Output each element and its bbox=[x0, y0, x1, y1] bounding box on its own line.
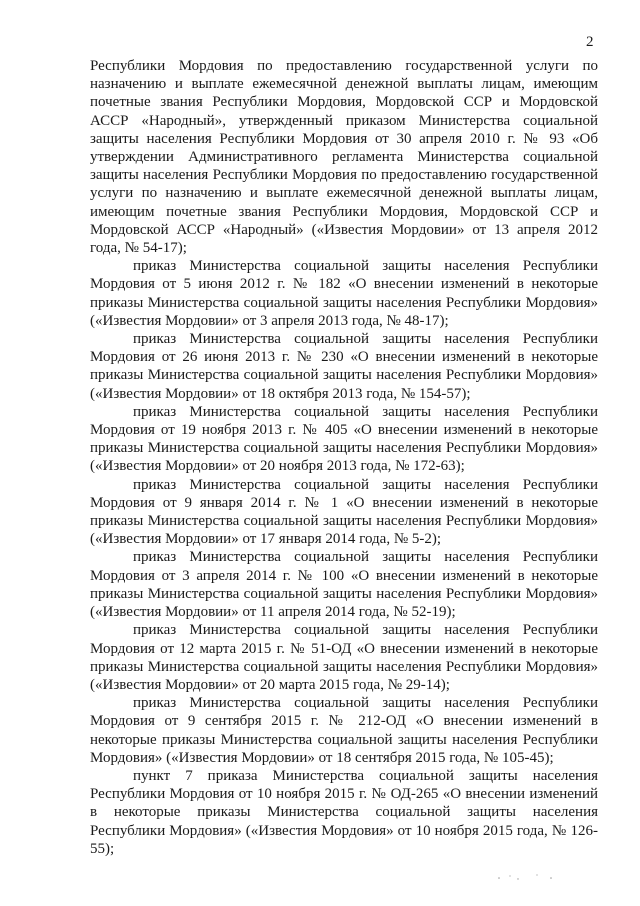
paragraph-2: приказ Министерства социальной защиты населения Республики Мордовия от 5 июня 2012 г. № 182 «О внесении изменений в некоторые приказы Министерства социальной защиты населения Республики Мордовия» («Известия Мордовии» от 3 апреля 2013 года, № 48-17); bbox=[90, 258, 598, 329]
paragraph-7: приказ Министерства социальной защиты населения Республики Мордовия от 12 марта 2015 г. № 51-ОД «О внесении изменений в некоторые приказы Министерства социальной защиты населения Республики Мордовия» («Известия Мордовии» от 20 марта 2015 года, № 29-14); bbox=[90, 622, 598, 693]
paragraph-9: пункт 7 приказа Министерства социальной защиты населения Республики Мордовия от 10 ноября 2015 г. № ОД-265 «О внесении изменений в некоторые приказы Министерства социальной защиты населения Республики Мордовия» («Известия Мордовия» от 10 ноября 2015 года, № 126-55); bbox=[90, 767, 598, 857]
scan-specks bbox=[496, 872, 566, 882]
document-body bbox=[90, 57, 598, 858]
paragraph-1: Республики Мордовия по предоставлению государственной услуги по назначению и выплате ежемесячной денежной выплаты лицам, имеющим почетные звания Республики Мордовия, Мордовской ССР и Мордовской АССР «Народный», утвержденный приказом Министерства социальной защиты населения Республики Мордовия от 30 апреля 2010 г. № 93 «Об утверждении Административного регламента Министерства социальной защиты населения Республики Мордовия по предоставлению государственной услуги по назначению и выплате ежемесячной денежной выплаты лицам, имеющим почетные звания Республики Мордовия, Мордовской ССР и Мордовской АССР «Народный» («Известия Мордовии» от 13 апреля 2012 года, № 54-17); bbox=[90, 58, 598, 257]
paragraph-8: приказ Министерства социальной защиты населения Республики Мордовия от 9 сентября 2015 г. № 212-ОД «О внесении изменений в некоторые приказы Министерства социальной защиты населения Республики Мордовия» («Известия Мордовии» от 18 сентября 2015 года, № 105-45); bbox=[90, 695, 598, 766]
paragraph-6: приказ Министерства социальной защиты населения Республики Мордовия от 3 апреля 2014 г. № 100 «О внесении изменений в некоторые приказы Министерства социальной защиты населения Республики Мордовия» («Известия Мордовии» от 11 апреля 2014 года, № 52-19); bbox=[90, 549, 598, 621]
paragraph-5: приказ Министерства социальной защиты населения Республики Мордовия от 9 января 2014 г. № 1 «О внесении изменений в некоторые приказы Министерства социальной защиты населения Республики Мордовия» («Известия Мордовии» от 17 января 2014 года, № 5-2); bbox=[90, 476, 598, 548]
page-number: 2 bbox=[586, 34, 594, 50]
paragraph-3: приказ Министерства социальной защиты населения Республики Мордовия от 26 июня 2013 г. № 230 «О внесении изменений в некоторые приказы Министерства социальной защиты населения Республики Мордовия» («Известия Мордовии» от 18 октября 2013 года, № 154-57); bbox=[90, 331, 598, 402]
paragraph-4: приказ Министерства социальной защиты населения Республики Мордовия от 19 ноября 2013 г. № 405 «О внесении изменений в некоторые приказы Министерства социальной защиты населения Республики Мордовия» («Известия Мордовии» от 20 ноября 2013 года, № 172-63); bbox=[90, 403, 598, 475]
